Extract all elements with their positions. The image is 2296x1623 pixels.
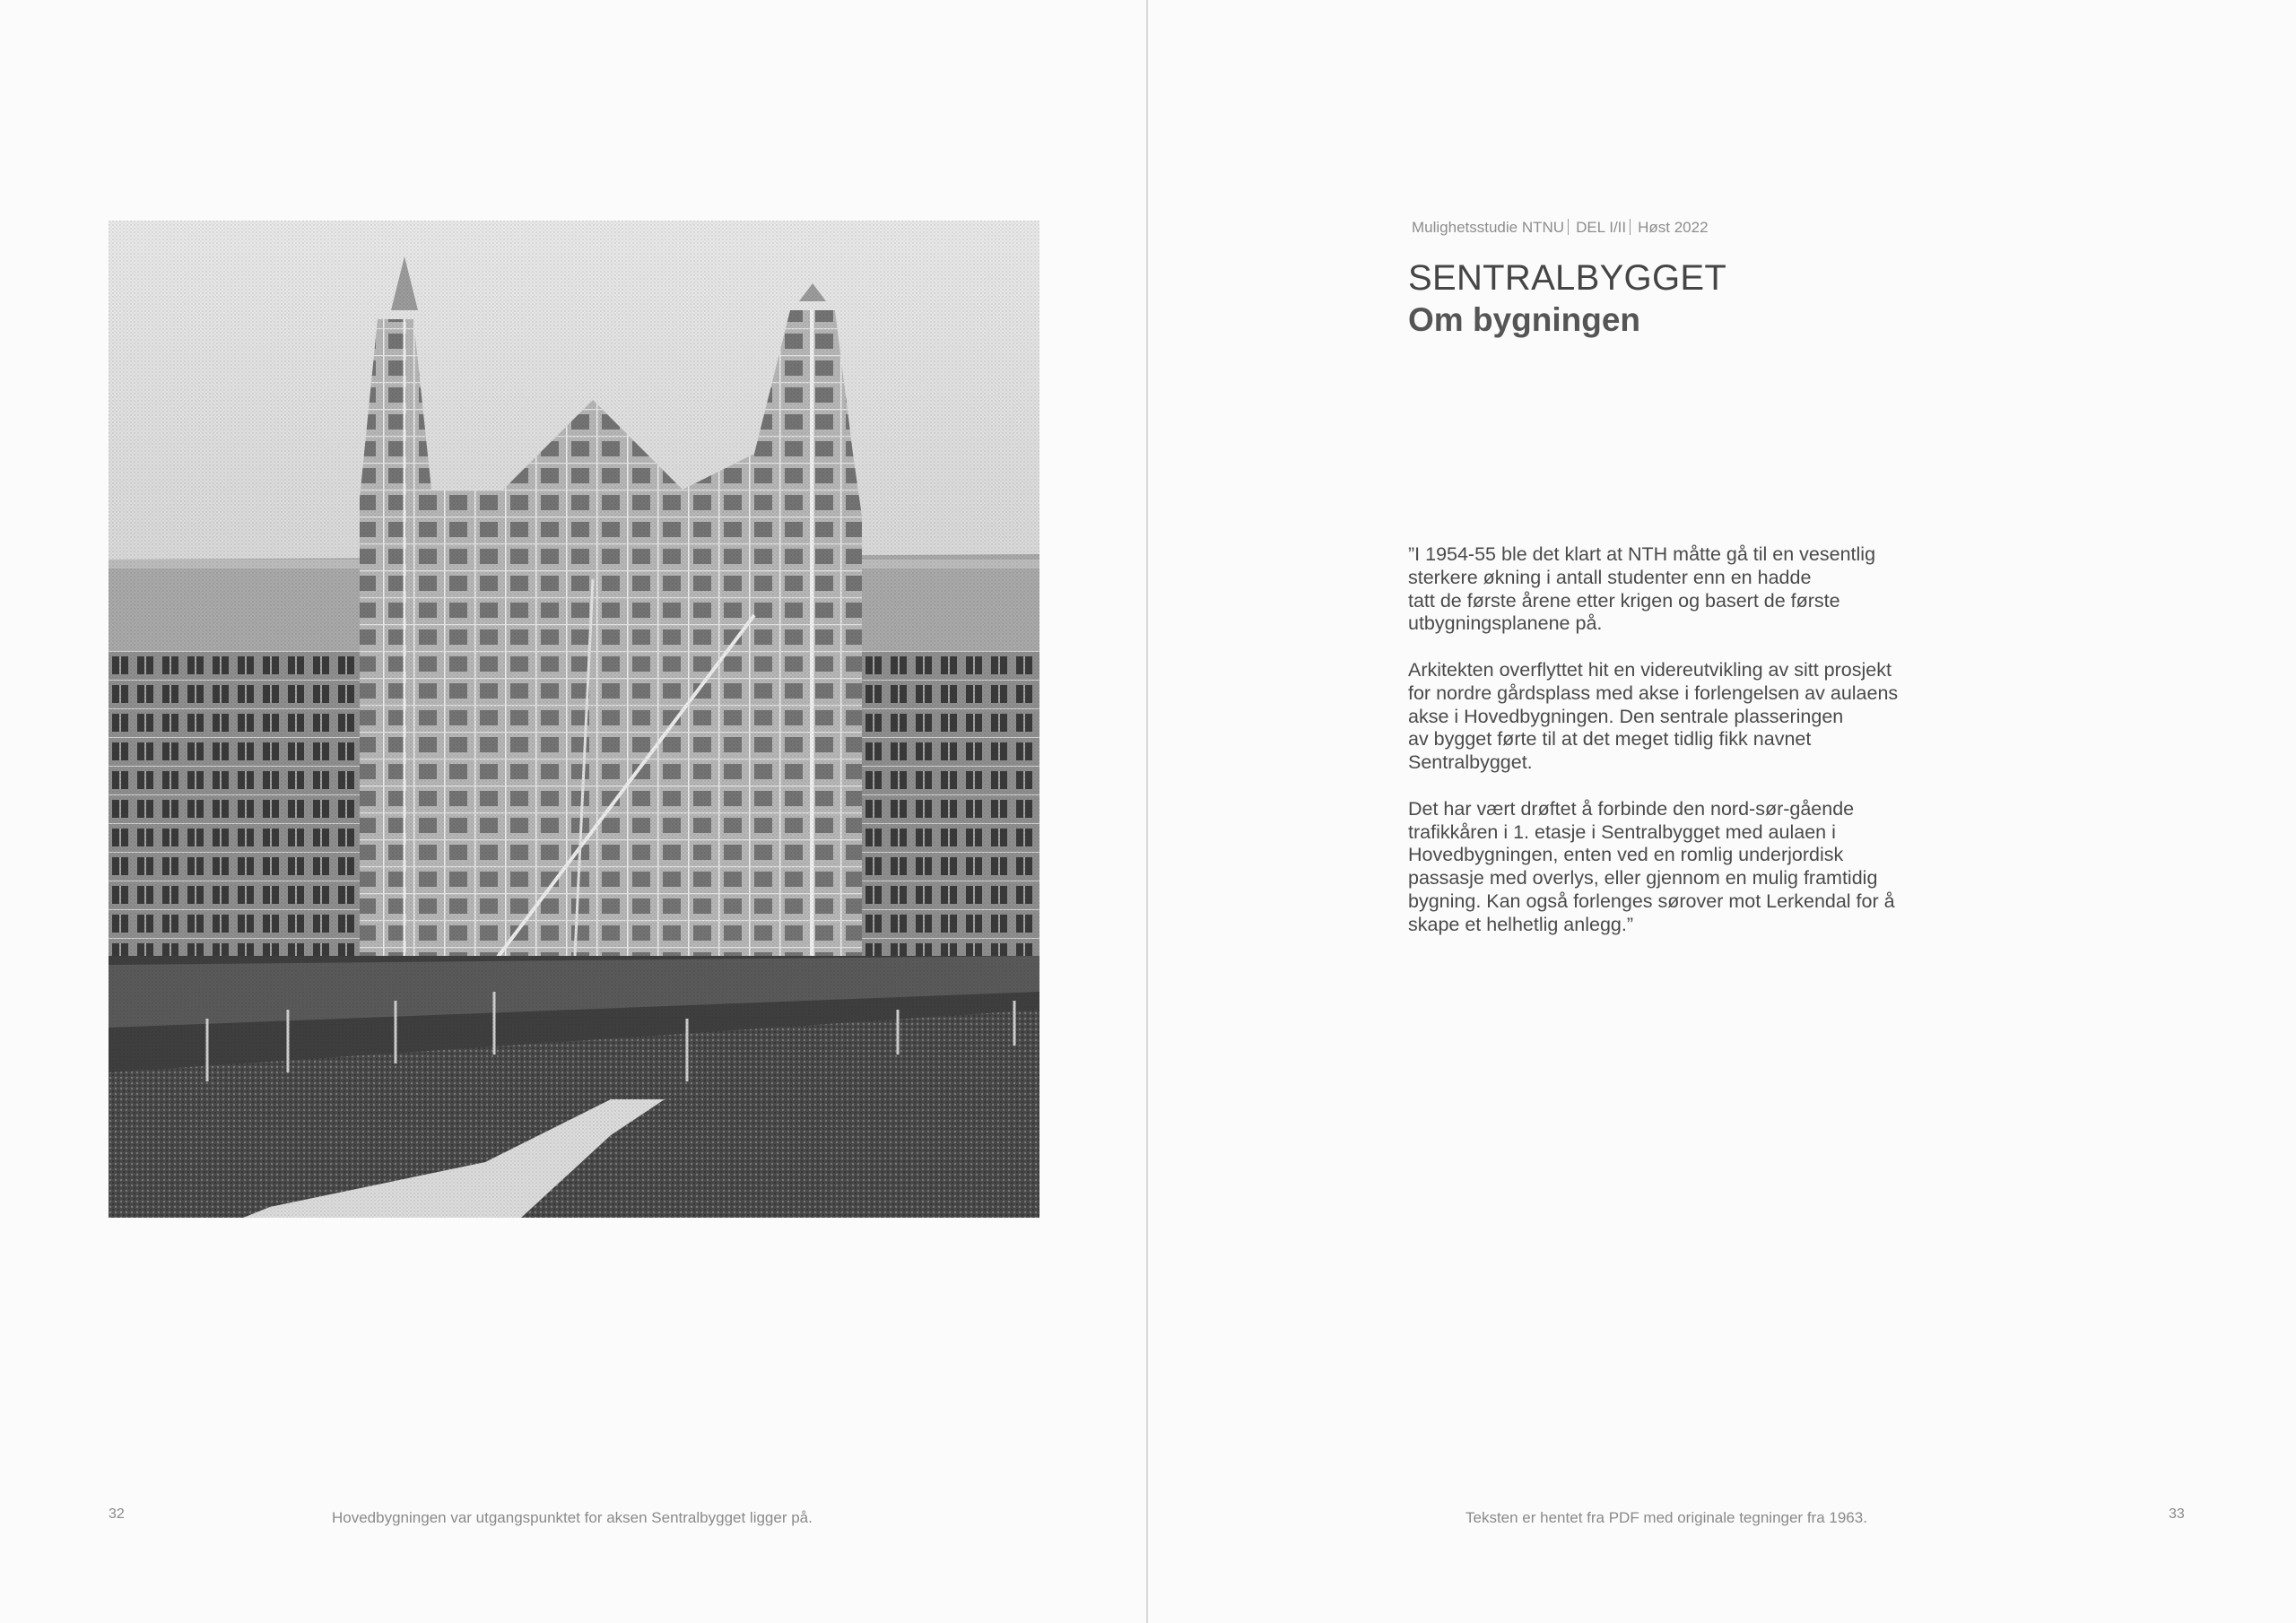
quote-paragraph: Arkitekten overflyttet hit en videreutvikling av sitt prosjekt for nordre gårdsplass med akse i forlengelsen av aulaens akse i Hovedbygningen. Den sentrale plasseringen av bygget førte til at det meget tidlig fikk navnet Sentralbygget.	[1408, 658, 1899, 774]
running-header-separator	[1568, 219, 1569, 235]
running-header-publication: Mulighetsstudie NTNU	[1412, 219, 1565, 236]
photo-illustration	[109, 221, 1039, 1218]
page-number-left: 32	[109, 1506, 125, 1522]
left-page	[0, 0, 1146, 1623]
source-caption: Teksten er hentet fra PDF med originale tegninger fra 1963.	[1465, 1509, 1867, 1526]
running-header	[1412, 219, 1709, 237]
section-subtitle: Om bygningen	[1408, 301, 1640, 338]
section-title: SENTRALBYGGET	[1408, 258, 1727, 298]
quote-paragraph: Det har vært drøftet å forbinde den nord-sør-gående trafikkåren i 1. etasje i Sentralbygget med aulaen i Hovedbygningen, enten ved en romlig underjordisk passasje med overlys, eller gjennom en mulig framtidig bygning. Kan også forlenges sørover mot Lerkendal for å skape et helhetlig anlegg.”	[1408, 797, 1895, 935]
running-header-season: Høst 2022	[1638, 219, 1709, 236]
running-header-part: DEL I/II	[1576, 219, 1627, 236]
photo-caption: Hovedbygningen var utgangspunktet for aksen Sentralbygget ligger på.	[332, 1509, 813, 1526]
scaffolding-photo	[109, 221, 1039, 1218]
quote-paragraph: ”I 1954-55 ble det klart at NTH måtte gå til en vesentlig sterkere økning i antall studenter enn en hadde tatt de første årene etter krigen og basert de første utbygningsplanene på.	[1408, 543, 1876, 635]
body-text	[1408, 543, 1928, 959]
running-header-separator	[1630, 219, 1631, 235]
page-number-right: 33	[2169, 1506, 2185, 1522]
